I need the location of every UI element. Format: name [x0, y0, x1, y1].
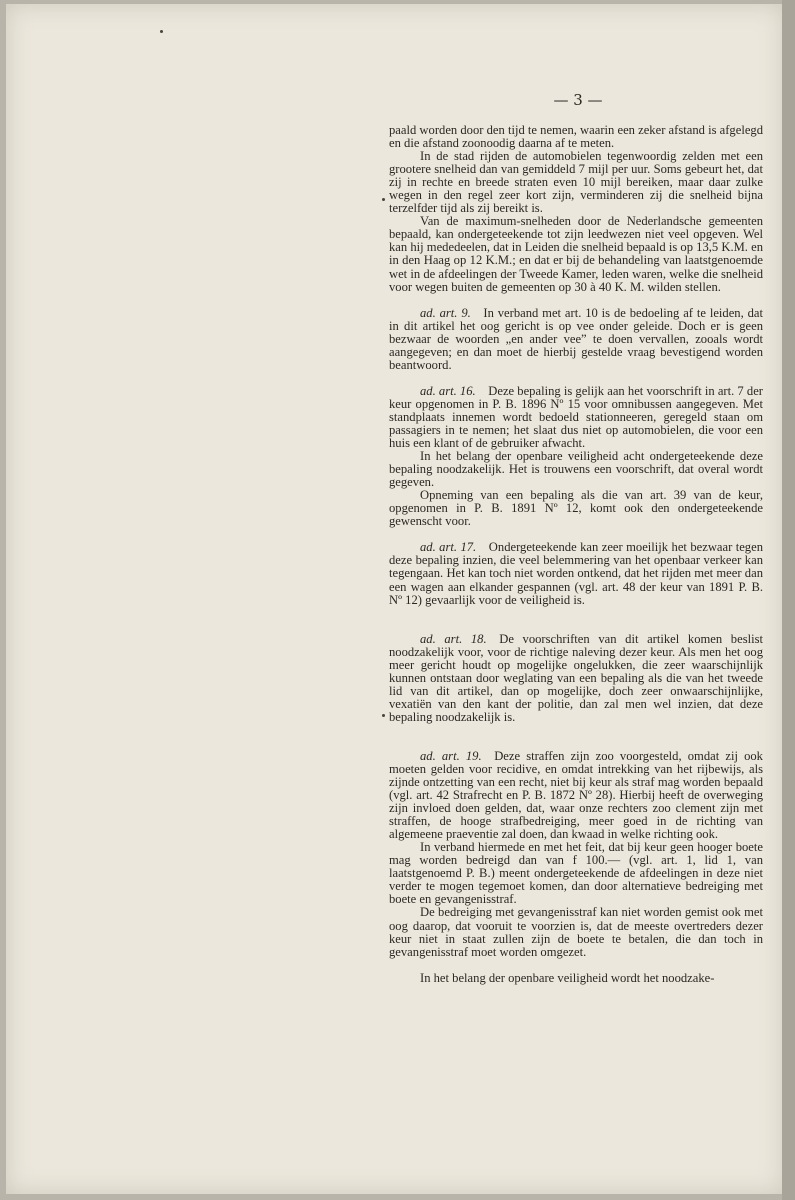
article-note — [389, 307, 763, 372]
page-edge — [782, 0, 795, 1200]
article-note — [389, 385, 763, 450]
paragraph-text: De bedreiging met gevangenisstraf kan niet worden gemist ook met oog daarop, dat vooruit te voorzien is, dat de meeste overtreders dezer keur niet in staat zullen zijn de boete te betalen, die dan toch in gevangenisstraf moet worden omgezet. — [389, 905, 763, 959]
article-reference: ad. art. 18. — [420, 631, 487, 646]
paper-speck — [160, 30, 163, 33]
article-reference: ad. art. 16. — [420, 383, 476, 398]
paragraph — [389, 489, 763, 528]
paper-speck — [382, 198, 385, 201]
paragraph-text: In het belang der openbare veiligheid wordt het noodzake- — [420, 970, 715, 985]
paragraph-text: In het belang der openbare veiligheid acht ondergeteekende deze bepaling noodzakelijk. Het is trouwens een voorschrift, dat overal wordt gegeven. — [389, 449, 763, 490]
body-text — [389, 124, 763, 985]
article-reference: ad. art. 17. — [420, 540, 477, 555]
paragraph-text: Opneming van een bepaling als die van art. 39 van de keur, opgenomen in P. B. 1891 Nº 12, komt ook den ondergeteekende gewenscht voor. — [389, 488, 763, 529]
paragraph-text: Deze straffen zijn zoo voorgesteld, omdat zij ook moeten gelden voor recidive, en omdat intrekking van het rijbewijs, als zijnde ontzetting van een recht, niet bij keur als straf mag worden bepaald (vgl. art. 42 Strafrecht en P. B. 1872 Nº 28). Hierbij heeft de overweging zijn invloed doen gelden, dat, waar onze rechters zoo clement zijn met straffen, de hooge strafbedreiging, meer goed in de richting van algemeene praeventie zal doen, dan kwaad in welke richting ook. — [389, 748, 763, 842]
paragraph — [389, 450, 763, 489]
paragraph-text: In verband hiermede en met het feit, dat bij keur geen hooger boete mag worden bedreigd dan van f 100.— (vgl. art. 1, lid 1, van laatstgenoemd P. B.) meent ondergeteekende de afdeelingen in deze niet verder te mogen tegemoet komen, dan door alternatieve bedreiging met boete en gevangenisstraf. — [389, 840, 763, 907]
paragraph — [389, 841, 763, 906]
article-note — [389, 541, 763, 606]
paragraph — [389, 150, 763, 215]
paragraph — [389, 972, 763, 985]
paragraph-text: Deze bepaling is gelijk aan het voorschrift in art. 7 der keur opgenomen in P. B. 1896 Nº 15 voor omnibussen aangegeven. Met standplaats innemen wordt bedoeld stationneeren, geregeld staan om passagiers in te nemen; het slaat dus niet op automobielen, die voor een huis een klant of de gebruiker afwacht. — [389, 383, 763, 451]
paper-speck — [382, 714, 385, 717]
article-reference: ad. art. 19. — [420, 748, 482, 763]
page-number: — 3 — — [553, 91, 603, 109]
paragraph-text: In de stad rijden de automobielen tegenwoordig zelden met een grootere snelheid dan van gemiddeld 7 mijl per uur. Soms gebeurt het, dat zij in rechte en breede straten even 10 mijl bereiken, maar daar zulke wegen in den regel zeer kort zijn, verminderen zij die snelheid bijna terzelfder tijd als zij bereikt is. — [389, 149, 763, 216]
paragraph-text: Ondergeteekende kan zeer moeilijk het bezwaar tegen deze bepaling inzien, die veel belemmering van het openbaar verkeer kan tegengaan. Het kan toch niet worden ontkend, dat het rijden met meer dan een wagen aan elkander gespannen (vgl. art. 48 der keur van 1891 P. B. Nº 12) gevaarlijk voor de veiligheid is. — [389, 540, 763, 607]
paragraph — [389, 906, 763, 958]
paragraph-text: In verband met art. 10 is de bedoeling af te leiden, dat in dit artikel het oog gericht is op vee onder geleide. Doch er is geen bezwaar de woorden „en ander vee” te doen vervallen, zooals wordt aangegeven; en dan moet de hierbij gestelde vraag bevestigend worden beantwoord. — [389, 305, 763, 372]
paragraph — [389, 215, 763, 293]
paragraph — [389, 124, 763, 150]
paragraph-text: De voorschriften van dit artikel komen beslist noodzakelijk voor, voor de richtige naleving dezer keur. Als men het oog meer gericht houdt op mogelijke ongelukken, die zeer waarschijnlijk kunnen ontstaan door weglating van een bepaling als die van het tweede lid van dit artikel, dan op mogelijke, doch zeer onwaarschijnlijke, vexatiën van den kant der politie, dan zal men wel inzien, dat deze bepaling noodzakelijk is. — [389, 631, 763, 724]
paragraph-text: paald worden door den tijd te nemen, waarin een zeker afstand is afgelegd en die afstand zoonoodig daarna af te meten. — [389, 123, 763, 151]
article-note — [389, 750, 763, 841]
article-note — [389, 633, 763, 724]
paragraph-text: Van de maximum-snelheden door de Nederlandsche gemeenten bepaald, kan ondergeteekende tot zijn leedwezen niet veel opgeven. Wel kan hij mededeelen, dat in Leiden die snelheid bepaald is op 13,5 K.M. en in den Haag op 12 K.M.; en dat er bij de behandeling van laatstgenoemde wet in de afdeelingen der Tweede Kamer, leden waren, welke die snelheid voor wegen buiten de gemeenten op 30 à 40 K. M. wilden stellen. — [389, 214, 763, 294]
article-reference: ad. art. 9. — [420, 305, 471, 320]
